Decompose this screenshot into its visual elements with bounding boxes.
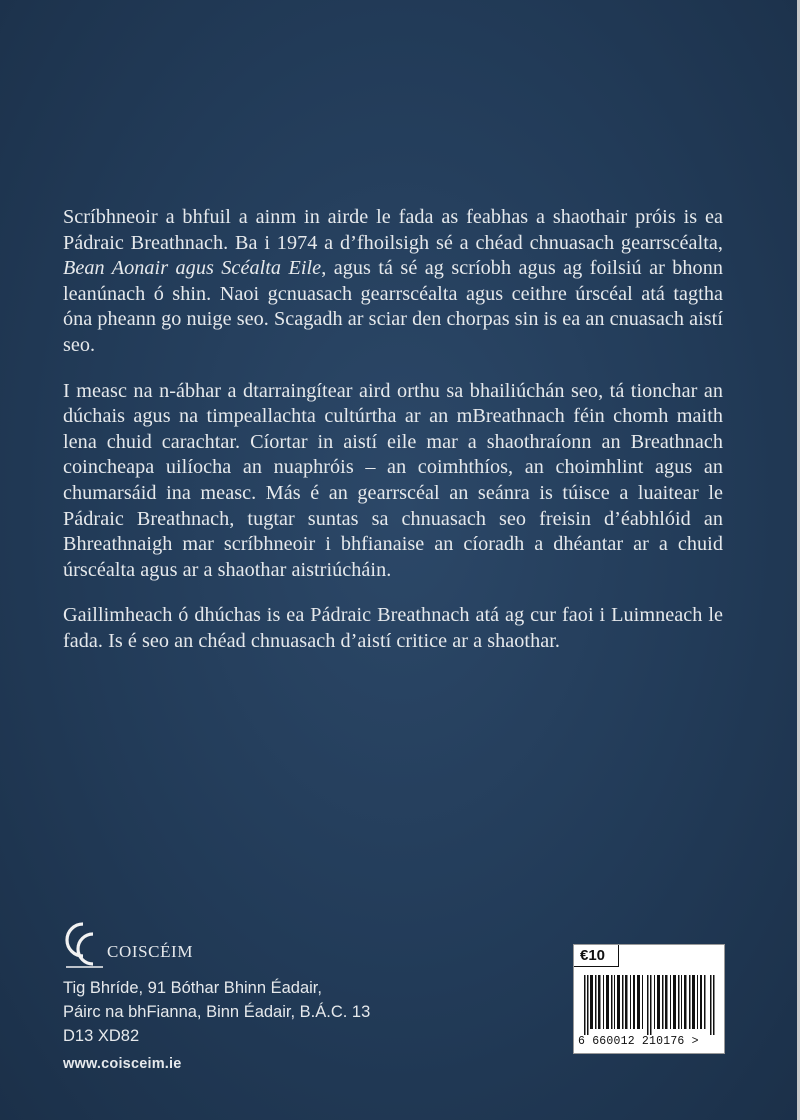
blurb-p1-start: Scríbhneoir a bhfuil a ainm in airde le fada as feabhas a shaothair próis is ea Pádraic Breathnach. Ba i 1974 a d’fhoilsigh sé a chéad chnuasach gearrscéalta,: [63, 206, 723, 254]
price-tag: €10: [574, 945, 619, 967]
blurb-p1-end: , agus tá sé ag scríobh agus ag foilsiú ar bhonn leanúnach ó shin. Naoi gcnuasach gearrscéalta agus ceithre úrscéal atá tagtha óna pheann go nuige seo. Scagadh ar sciar den chorpas sin is ea an cnuasach aistí seo.: [63, 257, 723, 356]
coisceim-logo-icon: [63, 920, 105, 970]
publisher-logo: [63, 918, 423, 970]
address-line-2: Páirc na bhFianna, Binn Éadair, B.Á.C. 13: [63, 1003, 371, 1021]
publisher-name: COISCÉIM: [107, 942, 194, 961]
blurb-paragraph-1: [63, 205, 723, 359]
publisher-block: [63, 918, 423, 1072]
blurb-paragraph-3: Gaillimheach ó dhúchas is ea Pádraic Breathnach atá ag cur faoi i Luimneach le fada. Is é seo an chéad chnuasach d’aistí critice ar a shaothar.: [63, 604, 723, 652]
address-line-3: D13 XD82: [63, 1027, 140, 1045]
barcode-number: 6 660012 210176 >: [578, 1035, 699, 1048]
publisher-website[interactable]: www.coisceim.ie: [63, 1056, 182, 1072]
price-barcode-label: [573, 944, 725, 1054]
book-title-italic: Bean Aonair agus Scéalta Eile: [63, 257, 322, 280]
address-line-1: Tig Bhríde, 91 Bóthar Bhinn Éadair,: [63, 979, 322, 997]
barcode: [584, 975, 716, 1035]
blurb-paragraph-2: I measc na n-ábhar a dtarraingítear aird orthu sa bhailiúchán seo, tá tionchar an dúchais agus na timpeallachta cultúrtha ar an mBreathnach féin chomh maith lena chuid carachtar. Cíortar in aistí eile mar a shaothraíonn an Breathnach coincheapa uilíocha an nuaphróis – an coimhthíos, an choimhlint agus an chumarsáid ina measc. Más é an gearrscéal an seánra is túisce a luaitear le Pádraic Breathnach, tugtar suntas sa chnuasach seo freisin d’éabhlóid an Bhreathnaigh mar scríbhneoir i bhfianaise an cíoradh a dhéantar ar a chuid úrscéalta agus ar a shaothar aistriúcháin.: [63, 379, 723, 581]
blurb-text: [63, 205, 723, 675]
